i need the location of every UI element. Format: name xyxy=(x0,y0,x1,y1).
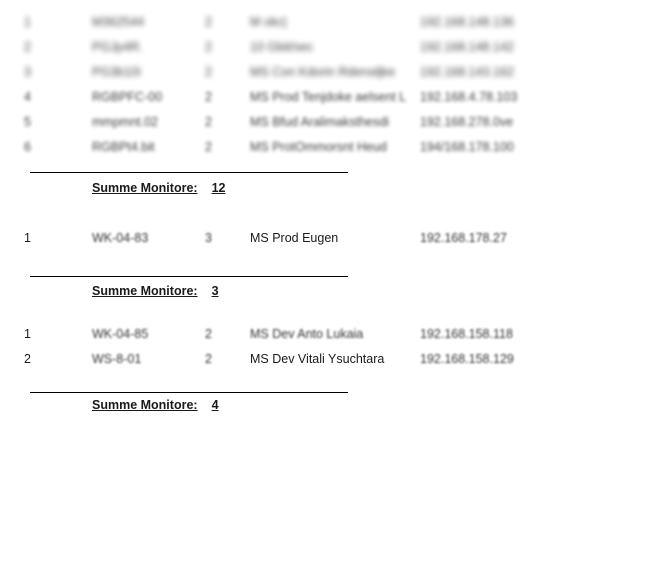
row-inventory: mmpmnt.02 xyxy=(92,115,158,129)
row-inventory: RGBPt4.bit xyxy=(92,140,155,154)
table-section-2 xyxy=(0,226,657,251)
row-index: 5 xyxy=(24,115,31,129)
row-inventory: PGJp4R. xyxy=(92,40,143,54)
row-ip-address: 192.168.158.129 xyxy=(420,352,514,366)
row-ip-address: 192.168.158.118 xyxy=(420,327,513,341)
row-ip-address: 192.168.143.162 xyxy=(420,65,514,79)
row-index: 2 xyxy=(24,40,31,54)
row-index: 6 xyxy=(24,140,31,154)
table-row xyxy=(0,226,657,251)
summary-monitors-3 xyxy=(92,398,219,412)
row-ip-address: 192.168.4.78.103 xyxy=(420,90,518,104)
row-inventory: M362544 xyxy=(92,15,145,29)
summary-value: 4 xyxy=(211,398,219,412)
row-index: 1 xyxy=(24,327,31,341)
row-description: MS Dev Vitali Ysuchtara xyxy=(250,352,385,366)
table-row xyxy=(0,347,657,372)
row-description: 10 Gbit/sec xyxy=(250,40,314,54)
row-quantity: 2 xyxy=(205,40,212,54)
row-index: 1 xyxy=(24,231,31,245)
section-divider-2 xyxy=(30,276,348,277)
row-quantity: 2 xyxy=(205,352,212,366)
row-quantity: 2 xyxy=(205,140,212,154)
row-index: 4 xyxy=(24,90,31,104)
row-index: 1 xyxy=(24,15,31,29)
row-inventory: WK-04-83 xyxy=(92,231,149,245)
row-ip-address: 192.168.148.136 xyxy=(420,15,514,29)
table-row xyxy=(0,60,657,85)
summary-label: Summe Monitore: xyxy=(92,398,198,412)
row-quantity: 2 xyxy=(205,327,212,341)
row-description: MS Bfud Aralimaksthesdi xyxy=(250,115,389,129)
section-divider-1 xyxy=(30,172,348,173)
row-description: MS Dev Anto Lukaia xyxy=(250,327,364,341)
row-description: MS Prod Tenjdoke aelsent L xyxy=(250,90,407,104)
row-inventory: WK-04-85 xyxy=(92,327,149,341)
summary-value: 3 xyxy=(211,284,219,298)
row-inventory: RGBPFC-00 xyxy=(92,90,163,104)
summary-label: Summe Monitore: xyxy=(92,181,198,195)
row-inventory: PG3b10i xyxy=(92,65,141,79)
row-index: 3 xyxy=(24,65,31,79)
table-row xyxy=(0,35,657,60)
section-divider-3 xyxy=(30,392,348,393)
table-row xyxy=(0,322,657,347)
row-quantity: 2 xyxy=(205,65,212,79)
row-ip-address: 192.168.148.142 xyxy=(420,40,514,54)
row-description: M okc| xyxy=(250,15,287,29)
row-index: 2 xyxy=(24,352,31,366)
row-inventory: WS-8-01 xyxy=(92,352,142,366)
row-quantity: 2 xyxy=(205,115,212,129)
table-section-1 xyxy=(0,10,657,160)
row-description: MS Prod Eugen xyxy=(250,231,339,245)
row-ip-address: 192.168.278.0ve xyxy=(420,115,514,129)
table-row xyxy=(0,85,657,110)
summary-value: 12 xyxy=(211,181,226,195)
row-ip-address: 194/168.178.100 xyxy=(420,140,514,154)
row-ip-address: 192.168.178.27 xyxy=(420,231,507,245)
summary-monitors-2 xyxy=(92,284,219,298)
row-quantity: 3 xyxy=(205,231,212,245)
summary-monitors-1 xyxy=(92,181,225,195)
row-quantity: 2 xyxy=(205,90,212,104)
table-row xyxy=(0,110,657,135)
table-row xyxy=(0,10,657,35)
row-description: MS Con Kdorin Rderodjke xyxy=(250,65,396,79)
row-description: MS ProtOmmorsnt Heud xyxy=(250,140,387,154)
table-section-3 xyxy=(0,322,657,372)
summary-label: Summe Monitore: xyxy=(92,284,198,298)
row-quantity: 2 xyxy=(205,15,212,29)
table-row xyxy=(0,135,657,160)
